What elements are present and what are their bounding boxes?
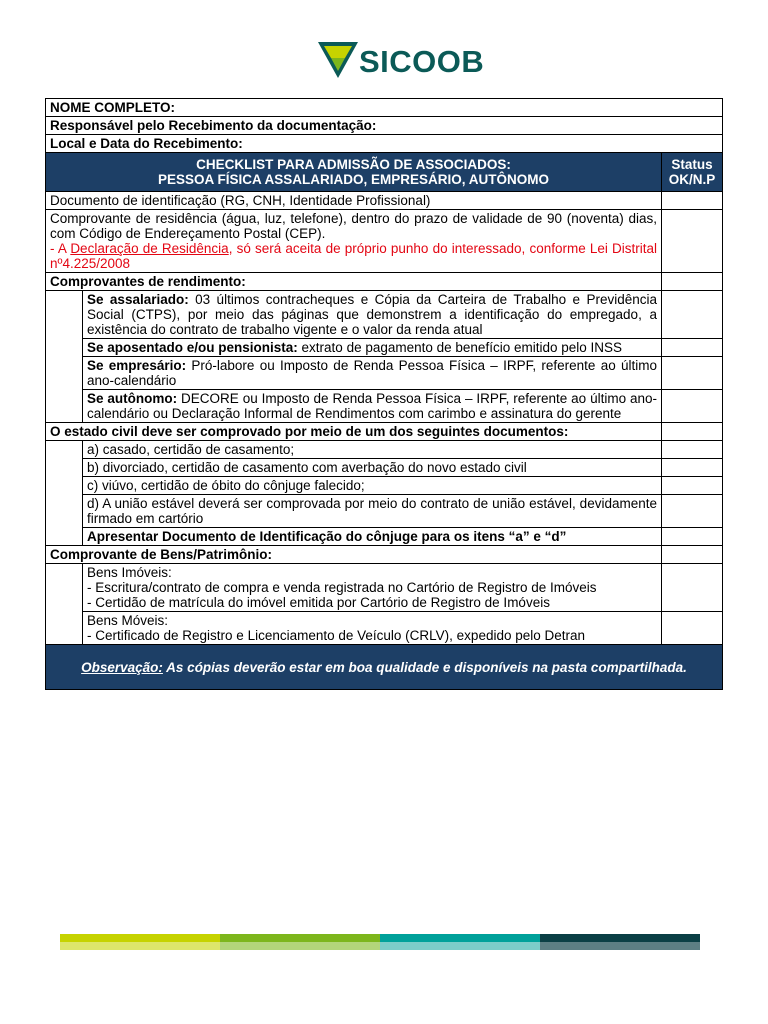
- status-cell[interactable]: [662, 495, 723, 528]
- indent-cell: [46, 339, 83, 357]
- observation-row: [46, 645, 723, 690]
- estado-civil-title: O estado civil deve ser comprovado por meio de um dos seguintes documentos:: [46, 423, 662, 441]
- checklist-row: [46, 192, 723, 210]
- assalariado-text: 03 últimos contracheques e Cópia da Carteira de Trabalho e Previdência Social (CTPS), por meio das páginas que demonstrem a identificação do empregado, a existência do contrato de trabalho vigente e o valor da renda atual: [87, 292, 657, 337]
- moveis-title: Bens Móveis:: [87, 613, 169, 628]
- status-cell: [662, 273, 723, 291]
- residencia-note-prefix: - A: [50, 241, 71, 256]
- stripe-lime-light: [60, 942, 220, 950]
- name-field[interactable]: NOME COMPLETO:: [46, 99, 723, 117]
- checklist-row: [46, 528, 723, 546]
- observation: [46, 645, 723, 690]
- checklist-row: [46, 564, 723, 612]
- empresario-text: Pró-labore ou Imposto de Renda Pessoa Física – IRPF, referente ao último ano-calendário: [87, 358, 658, 388]
- responsible-row: [46, 117, 723, 135]
- sicoob-logo-icon: [318, 42, 358, 80]
- checklist-header-row: [46, 153, 723, 192]
- casado-item: a) casado, certidão de casamento;: [83, 441, 662, 459]
- stripe-green: [220, 934, 380, 942]
- bens-title: Comprovante de Bens/Patrimônio:: [46, 546, 662, 564]
- stripe-dark-light: [540, 942, 700, 950]
- empresario-label: Se empresário:: [87, 358, 187, 373]
- aposentado-item: [83, 339, 662, 357]
- assalariado-label: Se assalariado:: [87, 292, 189, 307]
- checklist-row: [46, 357, 723, 390]
- checklist-row: [46, 339, 723, 357]
- observation-text: As cópias deverão estar em boa qualidade e disponíveis na pasta compartilhada.: [162, 659, 687, 675]
- checklist-row: [46, 495, 723, 528]
- checklist-row: [46, 477, 723, 495]
- checklist-title-line2: PESSOA FÍSICA ASSALARIADO, EMPRESÁRIO, AUTÔNOMO: [157, 172, 550, 187]
- divorciado-item: b) divorciado, certidão de casamento com averbação do novo estado civil: [83, 459, 662, 477]
- brand-name: SICOOB: [359, 44, 485, 79]
- indent-cell: [46, 528, 83, 546]
- rendimento-title: Comprovantes de rendimento:: [46, 273, 662, 291]
- section-row: [46, 273, 723, 291]
- indent-cell: [46, 291, 83, 339]
- indent-cell: [46, 441, 83, 459]
- indent-cell: [46, 564, 83, 612]
- status-cell[interactable]: [662, 528, 723, 546]
- imoveis-escritura: - Escritura/contrato de compra e venda registrada no Cartório de Registro de Imóveis: [87, 580, 597, 595]
- residencia-note-rest: , só será aceita de próprio punho do interessado, conforme Lei Distrital nº4.225/2008: [50, 241, 658, 271]
- checklist-row: [46, 210, 723, 273]
- stripe-green-light: [220, 942, 380, 950]
- status-cell[interactable]: [662, 210, 723, 273]
- checklist-row: [46, 459, 723, 477]
- name-row: [46, 99, 723, 117]
- assalariado-item: [83, 291, 662, 339]
- imoveis-title: Bens Imóveis:: [87, 565, 172, 580]
- stripe-teal-light: [380, 942, 540, 950]
- moveis-item: [83, 612, 662, 645]
- status-header-line2: OK/N.P: [668, 172, 716, 187]
- status-cell[interactable]: [662, 564, 723, 612]
- status-cell: [662, 546, 723, 564]
- status-cell[interactable]: [662, 357, 723, 390]
- stripe-lime: [60, 934, 220, 942]
- responsible-field[interactable]: Responsável pelo Recebimento da documentação:: [46, 117, 723, 135]
- observation-label: Observação:: [81, 659, 163, 675]
- imoveis-item: [83, 564, 662, 612]
- imoveis-certidao: - Certidão de matrícula do imóvel emitida por Cartório de Registro de Imóveis: [87, 595, 550, 610]
- place-date-row: [46, 135, 723, 153]
- checklist-title: [46, 153, 662, 192]
- indent-cell: [46, 357, 83, 390]
- checklist-title-line1: CHECKLIST PARA ADMISSÃO DE ASSOCIADOS:: [196, 157, 511, 172]
- checklist-table: [45, 98, 723, 690]
- sicoob-logo: [318, 42, 488, 82]
- indent-cell: [46, 477, 83, 495]
- section-row: [46, 546, 723, 564]
- stripe-teal: [380, 934, 540, 942]
- conjuge-item: Apresentar Documento de Identificação do cônjuge para os itens “a” e “d”: [83, 528, 662, 546]
- aposentado-text: extrato de pagamento de benefício emitido pelo INSS: [297, 340, 623, 355]
- status-cell[interactable]: [662, 612, 723, 645]
- status-cell[interactable]: [662, 477, 723, 495]
- residencia-text: Comprovante de residência (água, luz, telefone), dentro do prazo de validade de 90 (noventa) dias, com Código de Endereçamento Postal (CEP).: [50, 211, 657, 241]
- indent-cell: [46, 612, 83, 645]
- footer-stripes: [60, 934, 700, 950]
- uniao-item: d) A união estável deverá ser comprovada por meio do contrato de união estável, devidamente firmado em cartório: [83, 495, 662, 528]
- residencia-note-link: Declaração de Residência: [70, 241, 229, 256]
- status-cell[interactable]: [662, 390, 723, 423]
- aposentado-label: Se aposentado e/ou pensionista:: [87, 340, 298, 355]
- moveis-crlv: - Certificado de Registro e Licenciamento de Veículo (CRLV), expedido pelo Detran: [87, 628, 586, 643]
- checklist-row: [46, 390, 723, 423]
- autonomo-text: DECORE ou Imposto de Renda Pessoa Física – IRPF, referente ao último ano-calendário ou Declaração Informal de Rendimentos com carimbo e assinatura do gerente: [87, 391, 658, 421]
- section-row: [46, 423, 723, 441]
- viuvo-item: c) viúvo, certidão de óbito do cônjuge falecido;: [83, 477, 662, 495]
- indent-cell: [46, 459, 83, 477]
- indent-cell: [46, 390, 83, 423]
- stripe-dark: [540, 934, 700, 942]
- place-date-field[interactable]: Local e Data do Recebimento:: [46, 135, 723, 153]
- status-header: [662, 153, 723, 192]
- status-cell[interactable]: [662, 339, 723, 357]
- identificacao-item: Documento de identificação (RG, CNH, Identidade Profissional): [46, 192, 662, 210]
- checklist-row: [46, 441, 723, 459]
- status-cell[interactable]: [662, 459, 723, 477]
- checklist-row: [46, 291, 723, 339]
- autonomo-item: [83, 390, 662, 423]
- status-header-line1: Status: [671, 157, 713, 172]
- status-cell[interactable]: [662, 291, 723, 339]
- residencia-note: [50, 241, 657, 271]
- indent-cell: [46, 495, 83, 528]
- autonomo-label: Se autônomo:: [87, 391, 178, 406]
- residencia-item: [46, 210, 662, 273]
- empresario-item: [83, 357, 662, 390]
- status-cell: [662, 423, 723, 441]
- checklist-row: [46, 612, 723, 645]
- status-cell[interactable]: [662, 192, 723, 210]
- status-cell[interactable]: [662, 441, 723, 459]
